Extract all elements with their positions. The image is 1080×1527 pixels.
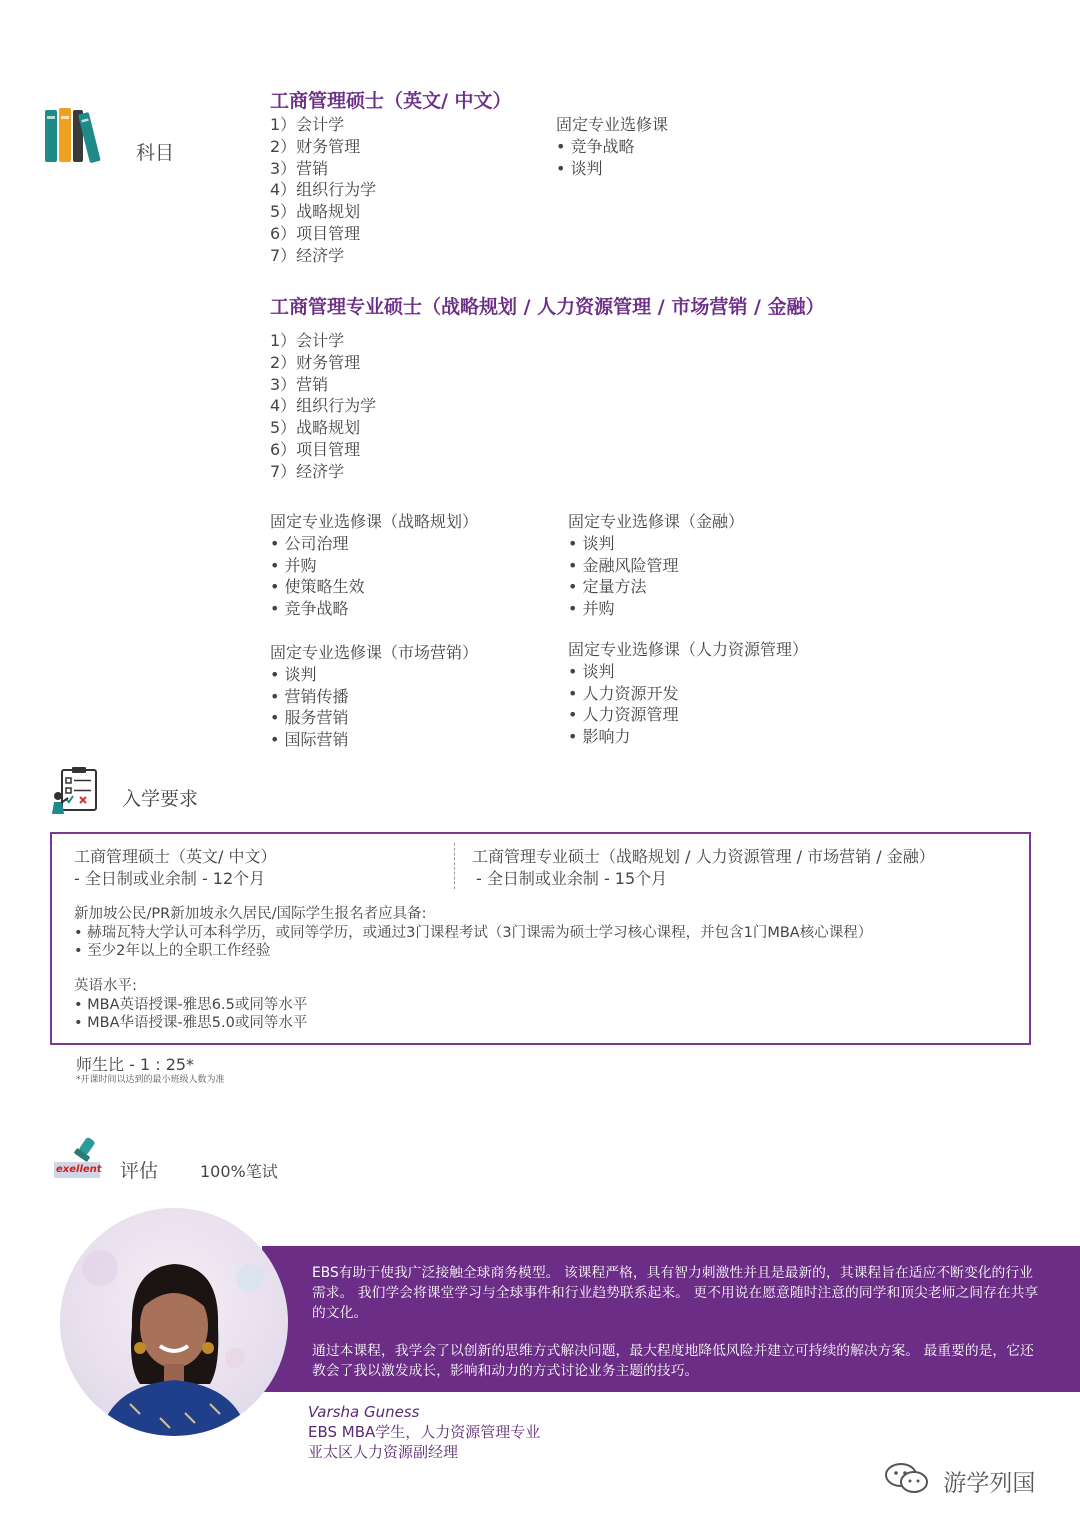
- testimonial-signature: [308, 1402, 540, 1462]
- elective-group-strategy: [270, 511, 478, 620]
- specialized-core-list: [270, 330, 376, 483]
- mba-elective-list: [556, 114, 668, 179]
- specialized-title: 工商管理专业硕士（战略规划 / 人力资源管理 / 市场营销 / 金融）: [270, 296, 825, 318]
- list-item: • 使策略生效: [270, 577, 365, 597]
- elective-group-marketing: [270, 642, 478, 751]
- list-item: • 影响力: [568, 727, 631, 747]
- list-item: 2）财务管理: [270, 136, 361, 156]
- list-item: • 至少2年以上的全职工作经验: [74, 943, 271, 959]
- list-item: 3）营销: [270, 374, 329, 394]
- list-item: 7）经济学: [270, 461, 345, 481]
- english-title: 英语水平:: [74, 978, 137, 994]
- list-item: • 定量方法: [568, 577, 647, 597]
- admission-label: 入学要求: [122, 788, 199, 810]
- list-item: 5）战略规划: [270, 202, 361, 222]
- elective-group-title: 固定专业选修课（市场营销）: [270, 643, 479, 662]
- checklist-icon: [50, 766, 100, 816]
- testimonial-position: 亚太区人力资源副经理: [308, 1443, 459, 1461]
- avatar: [60, 1208, 288, 1436]
- divider: [454, 843, 455, 889]
- list-item: • 国际营销: [270, 730, 349, 750]
- list-item: • 营销传播: [270, 686, 349, 706]
- elective-title: 固定专业选修课: [556, 115, 669, 134]
- list-item: • 公司治理: [270, 533, 349, 553]
- list-item: • MBA英语授课-雅思6.5或同等水平: [74, 996, 308, 1013]
- ratio-text: 师生比 - 1 : 25*: [76, 1055, 195, 1074]
- list-item: 1）会计学: [270, 115, 345, 134]
- elective-group-title: 固定专业选修课（人力资源管理）: [568, 640, 809, 659]
- watermark: [884, 1462, 1035, 1500]
- list-item: • 谈判: [568, 661, 615, 681]
- list-item: • 并购: [568, 599, 615, 619]
- ratio-note: *开课时间以达到的最小班级人数为准: [76, 1075, 225, 1085]
- books-icon: [44, 108, 102, 164]
- eligibility-title: 新加坡公民/PR新加坡永久居民/国际学生报名者应具备:: [74, 906, 427, 922]
- list-item: 6）项目管理: [270, 439, 361, 459]
- list-item: • 竞争战略: [556, 136, 635, 156]
- list-item: • 人力资源开发: [568, 683, 679, 703]
- list-item: 2）财务管理: [270, 352, 361, 372]
- elective-group-title: 固定专业选修课（金融）: [568, 512, 745, 531]
- list-item: 3）营销: [270, 158, 329, 178]
- assessment-label: 评估: [120, 1160, 159, 1182]
- list-item: 7）经济学: [270, 245, 345, 265]
- list-item: 4）组织行为学: [270, 180, 377, 200]
- list-item: 4）组织行为学: [270, 396, 377, 416]
- assessment-value: 100%笔试: [200, 1162, 278, 1181]
- eligibility-block: [74, 905, 872, 961]
- list-item: • 谈判: [556, 158, 603, 178]
- elective-group-title: 固定专业选修课（战略规划）: [270, 512, 479, 531]
- req-left-duration: - 全日制或业余制 - 12个月: [74, 869, 266, 888]
- list-item: • 谈判: [568, 533, 615, 553]
- testimonial-name: Varsha Guness: [308, 1403, 420, 1421]
- elective-group-finance: [568, 511, 744, 620]
- mba-title: 工商管理硕士（英文/ 中文）: [270, 90, 512, 112]
- testimonial-paragraph: 通过本课程，我学会了以创新的思维方式解决问题，最大程度地降低风险并建立可持续的解决方案。 最重要的是，它还教会了我以激发成长，影响和动力的方式讨论业务主题的技巧。: [312, 1343, 1034, 1379]
- list-item: • 服务营销: [270, 708, 349, 728]
- req-right-title: 工商管理专业硕士（战略规划 / 人力资源管理 / 市场营销 / 金融）: [472, 847, 935, 866]
- list-item: • 并购: [270, 555, 317, 575]
- list-item: • 金融风险管理: [568, 555, 679, 575]
- watermark-text: 游学列国: [943, 1470, 1036, 1497]
- list-item: 5）战略规划: [270, 418, 361, 438]
- list-item: • 赫瑞瓦特大学认可本科学历，或同等学历，或通过3门课程考试（3门课需为硕士学习核心课程，并包含1门MBA核心课程）: [74, 924, 873, 941]
- testimonial-text: [312, 1263, 1042, 1399]
- req-right-duration: - 全日制或业余制 - 15个月: [476, 869, 668, 888]
- list-item: 6）项目管理: [270, 223, 361, 243]
- req-left-col: [74, 846, 276, 890]
- subjects-label: 科目: [136, 142, 175, 164]
- mba-core-list: [270, 114, 376, 267]
- list-item: • 人力资源管理: [568, 705, 679, 725]
- testimonial-paragraph: EBS有助于使我广泛接触全球商务模型。 该课程严格，具有智力刺激性并且是最新的，其课程旨在适应不断变化的行业需求。 我们学会将课堂学习与全球事件和行业趋势联系起来。 更不用说在愿意随时注意的同学和顶尖老师之间存在共享的文化。: [312, 1265, 1039, 1321]
- elective-group-hr: [568, 639, 808, 748]
- list-item: • MBA华语授课-雅思5.0或同等水平: [74, 1015, 308, 1031]
- list-item: • 谈判: [270, 664, 317, 684]
- excellent-stamp-icon: [52, 1136, 102, 1182]
- wechat-icon: [884, 1462, 930, 1500]
- req-left-title: 工商管理硕士（英文/ 中文）: [74, 847, 277, 866]
- testimonial-role: EBS MBA学生，人力资源管理专业: [308, 1423, 541, 1441]
- stamp-text: exellent: [56, 1164, 102, 1175]
- english-block: [74, 977, 307, 1033]
- req-right-col: [472, 846, 935, 890]
- list-item: 1）会计学: [270, 331, 345, 350]
- list-item: • 竞争战略: [270, 599, 349, 619]
